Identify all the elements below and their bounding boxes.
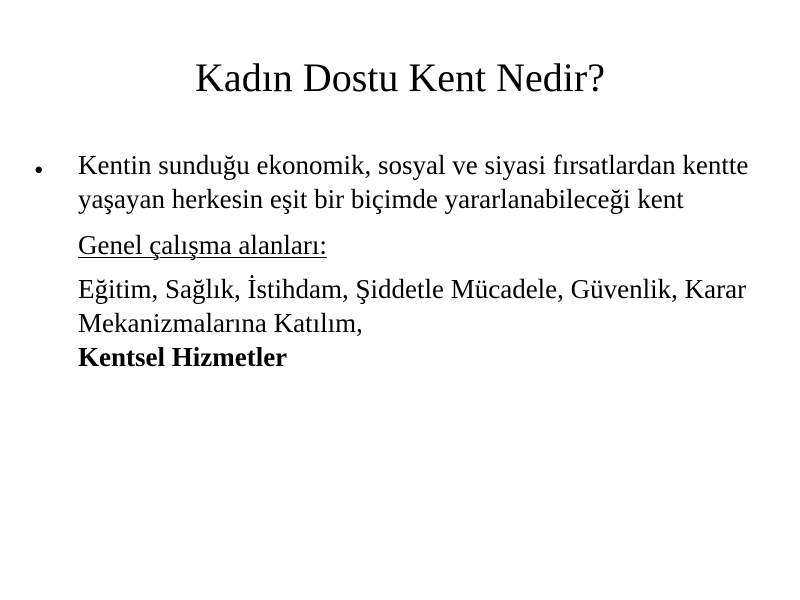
definition-text: Kentin sunduğu ekonomik, sosyal ve siyasi fırsatlardan kentte yaşayan herkesin eşit bir biçimde yararlanabileceği kent	[78, 150, 749, 214]
work-areas-items: Eğitim, Sağlık, İstihdam, Şiddetle Mücadele, Güvenlik, Karar Mekanizmalarına Katılım,	[78, 274, 747, 338]
bullet-content	[78, 148, 774, 374]
work-areas-heading-text: Genel çalışma alanları:	[78, 230, 327, 260]
bullet-marker: •	[34, 155, 44, 185]
work-areas-heading	[78, 228, 774, 262]
slide-title: Kadın Dostu Kent Nedir?	[195, 55, 605, 100]
work-areas-list	[78, 272, 774, 374]
work-areas-last-item: Kentsel Hizmetler	[78, 342, 288, 372]
bullet-item	[34, 148, 774, 374]
